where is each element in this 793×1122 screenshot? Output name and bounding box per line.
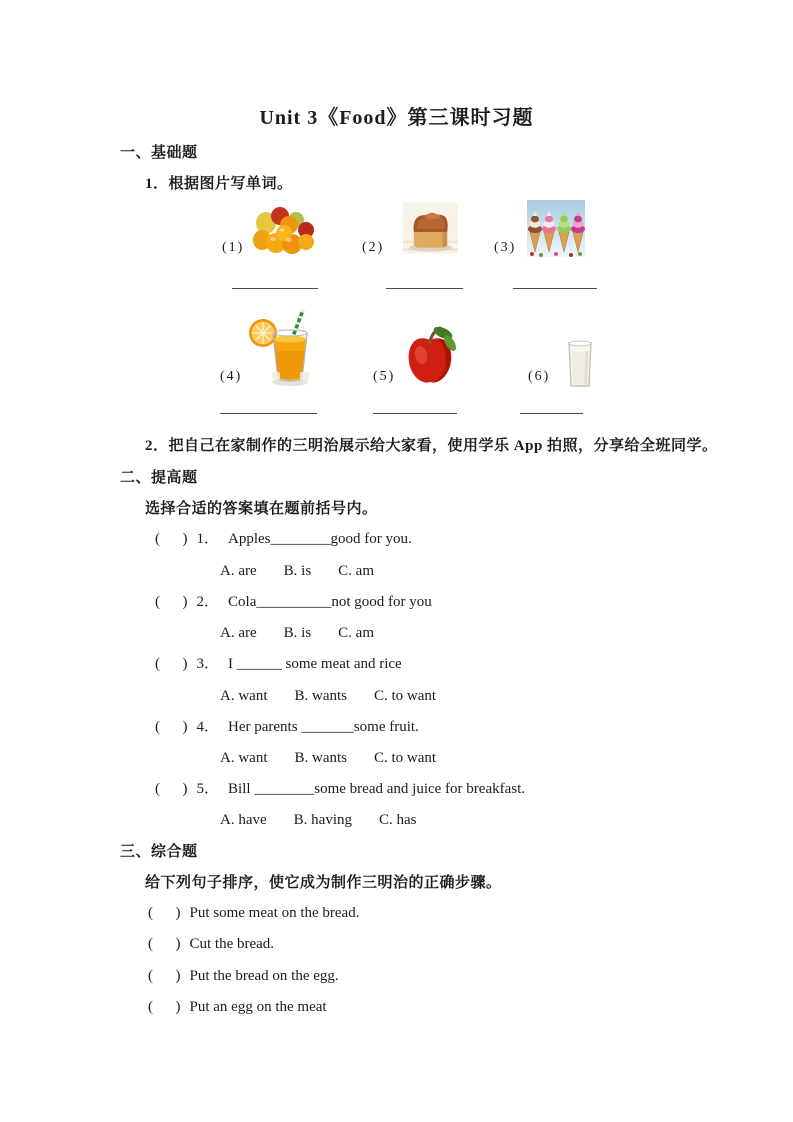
question-2-options (220, 623, 374, 643)
question-1-option-a: A. are (220, 563, 257, 579)
ordering-instruction: 给下列句子排序，使它成为制作三明治的正确步骤。 (145, 875, 502, 891)
question-3 (155, 654, 402, 674)
question-1-stem: Apples________good for you. (228, 531, 412, 547)
task-2-text (145, 436, 718, 456)
glass-of-milk-image (562, 340, 598, 389)
question-3-options (220, 686, 436, 706)
image-label-2: (2) (362, 240, 385, 255)
ordering-item-4-text: Put an egg on the meat (189, 999, 327, 1015)
image-label-3: (3) (494, 240, 517, 255)
question-2-option-a: A. are (220, 625, 257, 641)
question-1-number: 1． (196, 531, 220, 547)
question-1-options (220, 561, 374, 581)
section-comprehensive-heading: 三、综合题 (120, 844, 198, 860)
image-label-4: (4) (220, 369, 243, 384)
question-4-stem: Her parents _______some fruit. (228, 719, 419, 735)
question-3-paren: ( ) (155, 656, 188, 672)
question-3-option-b: B. wants (294, 688, 347, 704)
image-label-5: (5) (373, 369, 396, 384)
question-4-option-c: C. to want (374, 750, 437, 766)
question-2-option-c: C. am (338, 625, 375, 641)
ordering-item-2 (148, 934, 274, 954)
question-5-paren: ( ) (155, 781, 188, 797)
ordering-item-1-text: Put some meat on the bread. (189, 905, 360, 921)
ordering-item-3-text: Put the bread on the egg. (189, 968, 339, 984)
answer-blank-2 (386, 288, 463, 289)
oranges-image (253, 203, 315, 256)
answer-blank-1 (232, 288, 318, 289)
question-2 (155, 592, 432, 612)
bread-loaf-image (403, 202, 458, 254)
question-5 (155, 779, 525, 799)
question-5-option-a: A. have (220, 812, 267, 828)
question-5-options (220, 810, 417, 830)
image-label-6: (6) (528, 369, 551, 384)
question-3-option-c: C. to want (374, 688, 437, 704)
question-4-option-a: A. want (220, 750, 268, 766)
red-apple-image (400, 322, 460, 386)
choice-instruction: 选择合适的答案填在题前括号内。 (145, 501, 378, 517)
question-5-stem: Bill ________some bread and juice for breakfast. (228, 781, 526, 797)
question-5-option-c: C. has (379, 812, 417, 828)
question-4-number: 4． (196, 719, 220, 735)
task-2-before: 2．把自己在家制作的三明治展示给大家看，使用学乐 (145, 438, 514, 454)
image-label-1: (1) (222, 240, 245, 255)
question-1-option-b: B. is (283, 563, 312, 579)
question-2-number: 2． (196, 594, 220, 610)
question-4-paren: ( ) (155, 719, 188, 735)
task-1-text: 1．根据图片写单词。 (145, 176, 293, 192)
question-1-paren: ( ) (155, 531, 188, 547)
question-2-paren: ( ) (155, 594, 188, 610)
section-improve-heading: 二、提高题 (120, 470, 198, 486)
ordering-item-4-paren: ( ) (148, 999, 181, 1015)
question-5-number: 5． (196, 781, 220, 797)
orange-juice-image (248, 306, 312, 388)
question-4-option-b: B. wants (294, 750, 347, 766)
question-3-number: 3． (196, 656, 220, 672)
ordering-item-4 (148, 997, 327, 1017)
ordering-item-1-paren: ( ) (148, 905, 181, 921)
question-4 (155, 717, 419, 737)
ice-cream-cones-image (527, 200, 585, 257)
question-1 (155, 529, 412, 549)
question-4-options (220, 748, 436, 768)
answer-blank-4 (220, 413, 317, 414)
doc-title: Unit 3《Food》第三课时习题 (259, 107, 534, 129)
answer-blank-3 (513, 288, 597, 289)
question-2-option-b: B. is (283, 625, 312, 641)
ordering-item-1 (148, 903, 359, 923)
answer-blank-6 (520, 413, 583, 414)
question-3-stem: I ______ some meat and rice (228, 656, 402, 672)
section-basic-heading: 一、基础题 (120, 145, 198, 161)
task-2-after: 拍照，分享给全班同学。 (542, 438, 718, 454)
question-3-option-a: A. want (220, 688, 268, 704)
ordering-item-3-paren: ( ) (148, 968, 181, 984)
ordering-item-2-paren: ( ) (148, 936, 181, 952)
question-2-stem: Cola__________not good for you (228, 594, 432, 610)
answer-blank-5 (373, 413, 457, 414)
question-1-option-c: C. am (338, 563, 375, 579)
question-5-option-b: B. having (293, 812, 352, 828)
ordering-item-3 (148, 966, 339, 986)
ordering-item-2-text: Cut the bread. (189, 936, 275, 952)
task-2-app-word: App (513, 438, 543, 454)
